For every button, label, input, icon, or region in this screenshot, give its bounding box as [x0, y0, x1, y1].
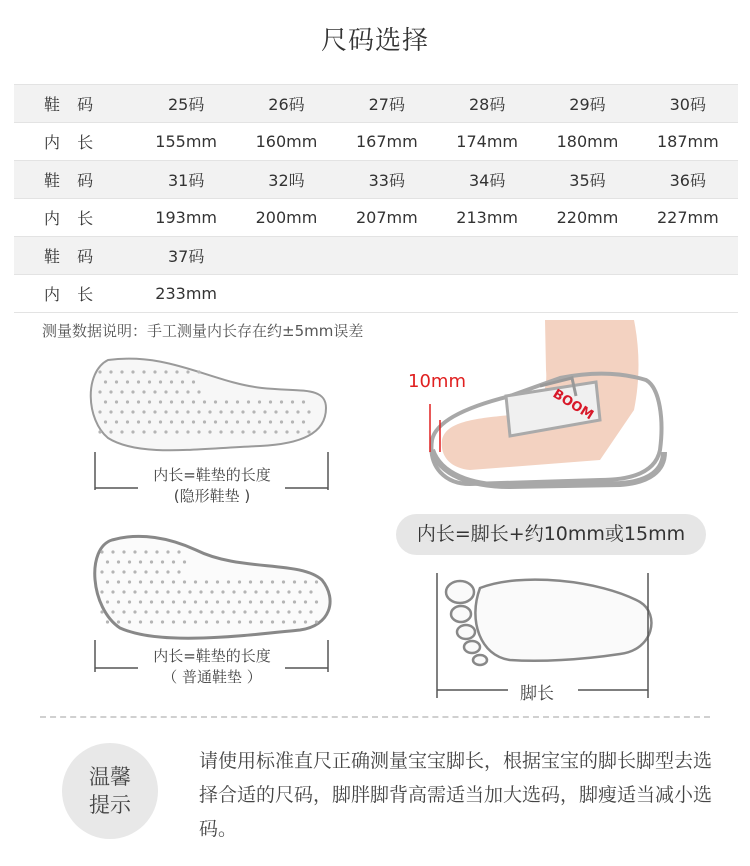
insole-dot	[254, 590, 257, 593]
insole-dot	[227, 620, 230, 623]
tip-text: 请使用标准直尺正确测量宝宝脚长，根据宝宝的脚长脚型去选择合适的尺码，脚胖脚背高需适当加大选码，脚瘦适当减小选码。	[199, 750, 713, 840]
insole-dot	[238, 580, 241, 583]
insole-dot	[197, 390, 200, 393]
insole-dot	[115, 420, 118, 423]
insole-dot	[296, 410, 299, 413]
insole-dot	[115, 400, 118, 403]
insole-dot	[172, 600, 175, 603]
regular-insole-icon	[95, 536, 330, 638]
insole-dot	[98, 430, 101, 433]
table-cell: 187mm	[638, 123, 738, 161]
insole-dot	[150, 620, 153, 623]
insole-dot	[287, 610, 290, 613]
insole-dot	[260, 600, 263, 603]
row-label: 鞋 码	[14, 237, 136, 275]
insole-dot	[293, 620, 296, 623]
insole-dot	[271, 620, 274, 623]
insole-dot	[263, 430, 266, 433]
table-cell: 207mm	[337, 199, 437, 237]
row-label: 鞋 码	[14, 85, 136, 123]
insole2-caption	[112, 646, 312, 688]
insole-dot	[192, 420, 195, 423]
insole-dot	[315, 620, 318, 623]
insole-dot	[274, 410, 277, 413]
table-cell: 233mm	[136, 275, 236, 313]
insole-dot	[225, 420, 228, 423]
insole-dot	[177, 550, 180, 553]
measurement-note: 测量数据说明：手工测量内长存在约±5mm误差	[42, 322, 364, 340]
insole2-line1: 内长=鞋垫的长度	[153, 647, 271, 665]
insole-dot	[126, 380, 129, 383]
row-label: 内 长	[14, 275, 136, 313]
insole-dot	[186, 370, 189, 373]
table-cell: 36码	[638, 161, 738, 199]
insole-dot	[302, 400, 305, 403]
insole-dot	[210, 590, 213, 593]
row-label: 鞋 码	[14, 161, 136, 199]
insole-dot	[208, 410, 211, 413]
insole-dot	[139, 620, 142, 623]
insole-dot	[192, 380, 195, 383]
foot-outline-icon	[446, 580, 651, 665]
insole-dot	[133, 590, 136, 593]
insole-dot	[104, 380, 107, 383]
insole-dot	[269, 400, 272, 403]
insole-dot	[214, 400, 217, 403]
insole-dot	[241, 430, 244, 433]
insole-dot	[194, 600, 197, 603]
insole-dot	[98, 390, 101, 393]
insole-dot	[155, 570, 158, 573]
insole-dot	[175, 390, 178, 393]
insole-dot	[100, 570, 103, 573]
insole-dot	[227, 580, 230, 583]
insole-dot	[203, 420, 206, 423]
insole-dot	[109, 370, 112, 373]
gap-10mm-label: 10mm	[408, 371, 466, 392]
insole-dot	[175, 410, 178, 413]
insole-dot	[280, 420, 283, 423]
insole-dot	[144, 610, 147, 613]
insole-dot	[282, 600, 285, 603]
table-cell: 30码	[638, 85, 738, 123]
insole-dot	[161, 580, 164, 583]
insole-dot	[247, 400, 250, 403]
insole-dot	[153, 410, 156, 413]
insole-dot	[109, 430, 112, 433]
insole-dot	[265, 590, 268, 593]
insole-dot	[181, 420, 184, 423]
insole-dot	[205, 620, 208, 623]
divider	[40, 716, 710, 718]
insole-dot	[128, 580, 131, 583]
insole-dot	[205, 580, 208, 583]
insole-dot	[238, 620, 241, 623]
insole-dot	[159, 420, 162, 423]
insole-dot	[181, 380, 184, 383]
insole-dot	[137, 400, 140, 403]
insole-dot	[296, 430, 299, 433]
insole-dot	[144, 570, 147, 573]
insole-dot	[269, 420, 272, 423]
insole-dot	[137, 380, 140, 383]
insole-dot	[258, 400, 261, 403]
invisible-insole-icon	[91, 359, 326, 451]
insole-dot	[298, 590, 301, 593]
table-cell: 33码	[337, 161, 437, 199]
insole-dot	[172, 620, 175, 623]
insole-dot	[172, 580, 175, 583]
insole-dot	[208, 430, 211, 433]
table-cell: 32吗	[236, 161, 336, 199]
insole-dot	[100, 610, 103, 613]
insole1-line2: (隐形鞋垫 )	[173, 487, 251, 505]
insole-dot	[214, 420, 217, 423]
insole-dot	[104, 400, 107, 403]
insole-dot	[120, 390, 123, 393]
insole-dot	[236, 400, 239, 403]
insole-dot	[287, 590, 290, 593]
insole-dot	[155, 610, 158, 613]
insole-dot	[177, 570, 180, 573]
insole-dot	[216, 620, 219, 623]
page-title: 尺码选择	[320, 26, 429, 56]
insole-dot	[219, 410, 222, 413]
insole-dot	[249, 620, 252, 623]
insole-dot	[307, 430, 310, 433]
insole-dot	[203, 400, 206, 403]
insole-dot	[192, 400, 195, 403]
insole-dot	[291, 400, 294, 403]
insole-dot	[221, 610, 224, 613]
insole-dot	[194, 580, 197, 583]
insole-dot	[219, 430, 222, 433]
insole-dot	[122, 610, 125, 613]
insole-dot	[175, 370, 178, 373]
insole-dot	[285, 410, 288, 413]
insole-dot	[166, 610, 169, 613]
insole-dot	[131, 430, 134, 433]
insole-dot	[260, 580, 263, 583]
row-label: 内 长	[14, 123, 136, 161]
insole-dot	[106, 580, 109, 583]
insole-dot	[111, 610, 114, 613]
insole-dot	[243, 610, 246, 613]
insole2-line2: （ 普通鞋垫 ）	[162, 668, 262, 686]
insole-dot	[230, 430, 233, 433]
insole-dot	[117, 600, 120, 603]
insole-dot	[153, 430, 156, 433]
insole-dot	[164, 430, 167, 433]
insole-dot	[282, 620, 285, 623]
table-cell: 28码	[437, 85, 537, 123]
insole-dot	[120, 430, 123, 433]
insole-dot	[153, 390, 156, 393]
insole-dot	[150, 560, 153, 563]
insole-dot	[117, 580, 120, 583]
insole-dot	[100, 550, 103, 553]
insole-dot	[285, 430, 288, 433]
insole-dot	[106, 600, 109, 603]
table-cell: 213mm	[437, 199, 537, 237]
insole-dot	[144, 590, 147, 593]
insole-dot	[302, 420, 305, 423]
insole-dot	[304, 580, 307, 583]
insole-dot	[133, 610, 136, 613]
insole-dot	[307, 410, 310, 413]
insole-dot	[126, 400, 129, 403]
table-cell: 31码	[136, 161, 236, 199]
insole-dot	[161, 600, 164, 603]
insole-dot	[238, 600, 241, 603]
insole-dot	[254, 610, 257, 613]
insole-dot	[197, 430, 200, 433]
insole-dot	[188, 610, 191, 613]
table-cell: 155mm	[136, 123, 236, 161]
tip-title-line1: 温馨	[89, 765, 131, 789]
insole-dot	[117, 620, 120, 623]
foot-length-label: 脚长	[520, 684, 554, 704]
insole-dot	[128, 600, 131, 603]
insole-dot	[120, 410, 123, 413]
tip-badge	[62, 743, 158, 839]
insole-dot	[282, 580, 285, 583]
insole-dot	[304, 620, 307, 623]
insole-dot	[232, 590, 235, 593]
insole-dot	[232, 610, 235, 613]
insole-dot	[249, 600, 252, 603]
insole-dot	[100, 590, 103, 593]
insole-dot	[236, 420, 239, 423]
insole-dot	[142, 410, 145, 413]
insole-dot	[177, 610, 180, 613]
insole-dot	[293, 580, 296, 583]
table-cell: 37码	[136, 237, 236, 275]
insole-dot	[230, 410, 233, 413]
table-cell: 200mm	[236, 199, 336, 237]
insole-dot	[166, 570, 169, 573]
insole-dot	[128, 620, 131, 623]
insole-dot	[197, 410, 200, 413]
insole-dot	[293, 600, 296, 603]
insole-dot	[150, 600, 153, 603]
insole-dot	[139, 600, 142, 603]
insole-dot	[172, 560, 175, 563]
insole-dot	[280, 400, 283, 403]
table-cell: 160mm	[236, 123, 336, 161]
table-cell: 27码	[337, 85, 437, 123]
insole-dot	[309, 610, 312, 613]
insole-dot	[128, 560, 131, 563]
insole-dot	[304, 600, 307, 603]
insole-dot	[291, 420, 294, 423]
insole-dot	[133, 570, 136, 573]
insole-dot	[221, 590, 224, 593]
insole-dot	[216, 600, 219, 603]
tip-title-line2: 提示	[89, 793, 131, 817]
insole-dot	[142, 390, 145, 393]
insole-dot	[276, 590, 279, 593]
insole-dot	[148, 420, 151, 423]
insole-dot	[216, 580, 219, 583]
insole-dot	[159, 380, 162, 383]
insole-dot	[122, 590, 125, 593]
insole-dot	[161, 560, 164, 563]
insole-dot	[249, 580, 252, 583]
insole-dot	[241, 410, 244, 413]
insole-dot	[139, 560, 142, 563]
table-cell: 174mm	[437, 123, 537, 161]
insole-dot	[131, 390, 134, 393]
insole-dot	[186, 390, 189, 393]
table-cell: 26码	[236, 85, 336, 123]
table-cell: 227mm	[638, 199, 738, 237]
insole-dot	[104, 420, 107, 423]
insole-dot	[106, 620, 109, 623]
table-cell: 180mm	[537, 123, 637, 161]
insole-dot	[243, 590, 246, 593]
insole-dot	[252, 410, 255, 413]
table-cell: 220mm	[537, 199, 637, 237]
table-cell: 29码	[537, 85, 637, 123]
insole-dot	[183, 600, 186, 603]
insole-dot	[155, 590, 158, 593]
insole-dot	[115, 380, 118, 383]
table-cell: 35码	[537, 161, 637, 199]
insole-dot	[210, 610, 213, 613]
insole-dot	[164, 410, 167, 413]
shoe-with-foot-icon	[430, 320, 664, 486]
insole-dot	[106, 560, 109, 563]
insole-dot	[148, 400, 151, 403]
insole-dot	[122, 570, 125, 573]
insole-dot	[181, 400, 184, 403]
insole-dot	[109, 390, 112, 393]
insole-dot	[309, 590, 312, 593]
insole-dot	[120, 370, 123, 373]
insole-dot	[170, 420, 173, 423]
insole-dot	[276, 610, 279, 613]
insole-dot	[199, 590, 202, 593]
insole-dot	[111, 590, 114, 593]
insole-dot	[271, 580, 274, 583]
insole-dot	[117, 560, 120, 563]
insole-dot	[155, 550, 158, 553]
insole-dot	[175, 430, 178, 433]
insole-dot	[265, 610, 268, 613]
insole-dot	[227, 600, 230, 603]
insole-dot	[142, 430, 145, 433]
insole-dot	[98, 410, 101, 413]
insole-dot	[139, 580, 142, 583]
insole-dot	[126, 420, 129, 423]
table-cell: 34码	[437, 161, 537, 199]
insole-dot	[252, 430, 255, 433]
table-cell: 167mm	[337, 123, 437, 161]
insole-dot	[197, 370, 200, 373]
insole-dot	[166, 550, 169, 553]
insole-dot	[164, 390, 167, 393]
insole-dot	[131, 410, 134, 413]
insole-dot	[159, 400, 162, 403]
insole-dot	[164, 370, 167, 373]
insole-dot	[315, 580, 318, 583]
insole-dot	[98, 370, 101, 373]
insole-dot	[225, 400, 228, 403]
insole-dot	[183, 560, 186, 563]
insole-dot	[170, 380, 173, 383]
insole-dot	[183, 620, 186, 623]
insole-dot	[170, 400, 173, 403]
insole-dot	[298, 610, 301, 613]
table-cell: 193mm	[136, 199, 236, 237]
insole-dot	[166, 590, 169, 593]
insole-dot	[142, 370, 145, 373]
insole-dot	[133, 550, 136, 553]
insole-dot	[144, 550, 147, 553]
insole-dot	[205, 600, 208, 603]
insole-dot	[274, 430, 277, 433]
insole-dot	[258, 420, 261, 423]
insole-dot	[183, 580, 186, 583]
insole-dot	[188, 590, 191, 593]
insole-dot	[137, 420, 140, 423]
insole-dot	[148, 380, 151, 383]
insole-dot	[194, 620, 197, 623]
insole-dot	[111, 550, 114, 553]
insole-dot	[247, 420, 250, 423]
insole-dot	[111, 570, 114, 573]
row-label: 内 长	[14, 199, 136, 237]
insole-dot	[186, 410, 189, 413]
insole-dot	[186, 430, 189, 433]
insole-dot	[199, 610, 202, 613]
insole-dot	[263, 410, 266, 413]
insole-dot	[271, 600, 274, 603]
insole-dot	[122, 550, 125, 553]
insole-dot	[153, 370, 156, 373]
formula-pill: 内长=脚长+约10mm或15mm	[396, 514, 706, 555]
insole-dot	[131, 370, 134, 373]
insole-dot	[109, 410, 112, 413]
insole-dot	[315, 600, 318, 603]
insole-dot	[260, 620, 263, 623]
insole-dot	[177, 590, 180, 593]
insole1-line1: 内长=鞋垫的长度	[153, 466, 271, 484]
svg-text:BOOM: BOOM	[549, 386, 596, 424]
insole-dot	[150, 580, 153, 583]
insole-dot	[161, 620, 164, 623]
insole1-caption	[112, 465, 312, 507]
table-cell: 25码	[136, 85, 236, 123]
